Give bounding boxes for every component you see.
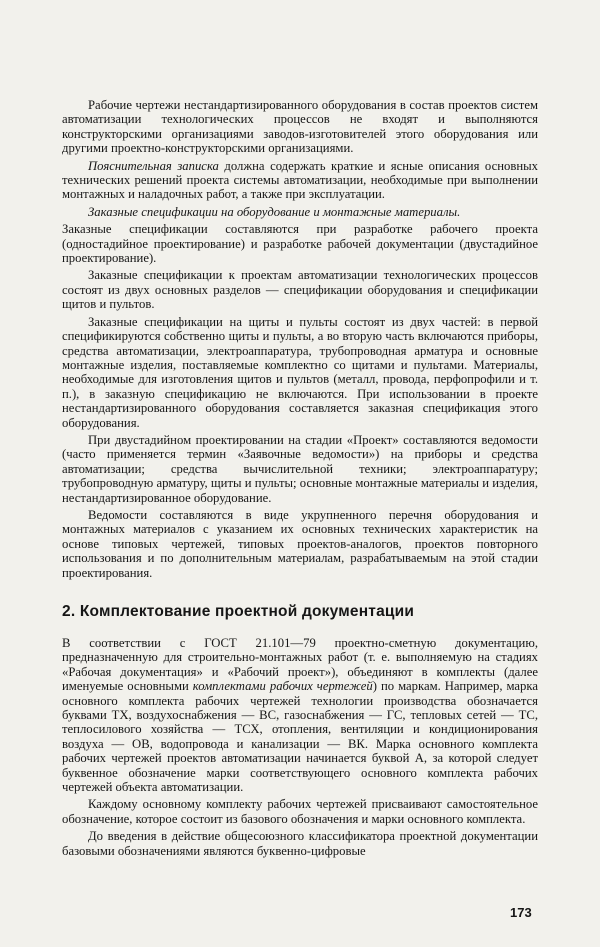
paragraph: Рабочие чертежи нестандартизированного оборудования в состав проектов систем автоматизации технологических процессов не входят и выполняются конструкторскими организациями заводов-изготовителей этого оборудования или другими проектно-конструкторскими организациями. [62,98,538,156]
paragraph: Ведомости составляются в виде укрупненного перечня оборудования и монтажных материалов с указанием их основных технических характеристик на основе типовых чертежей, типовых проектов-аналогов, проектов повторного использования и по дополнительным материалам, разрабатываемым на этой стадии проектирования. [62,507,538,580]
paragraph-text: должна содержать краткие и ясные описания основных технических решений проекта системы автоматизации, необходимые при выполнении монтажных и наладочных работ, а также при эксплуатации. [62,158,538,202]
paragraph: До введения в действие общесоюзного классификатора проектной документации базовыми обозначениями являются буквенно-цифровые [62,829,538,858]
section-2-body [62,636,538,861]
paragraph-heading: Заказные спецификации на оборудование и монтажные материалы. [88,204,461,219]
section-heading: 2. Комплектование проектной документации [62,603,415,620]
paragraph: При двустадийном проектировании на стадии «Проект» составляются ведомости (часто применяется термин «Заявочные ведомости») на приборы и средства автоматизации; средства вычислительной техники; электроаппаратуру; трубопроводную арматуру, щиты и пульты; основные монтажные материалы и изделия, нестандартизированное оборудование. [62,432,538,505]
paragraph [62,636,538,794]
page-number: 173 [510,905,532,920]
paragraph: Заказные спецификации на щиты и пульты состоят из двух частей: в первой спецификируются собственно щиты и пульты, а во вторую часть включаются приборы, средства автоматизации, электроаппаратура, трубопроводная арматура и основные монтажные изделия, поставляемые комплектно со щитами и пультами. Материалы, необходимые для изготовления щитов и пультов (металл, провода, перфопрофили и т. п.), в заказную спецификацию не включаются. При использовании в проекте нестандартизированного оборудования составляется заказная спецификация этого оборудования. [62,314,538,430]
term-working-drawing-sets: комплектами рабочих чертежей [192,679,373,694]
paragraph-text: В соответствии с ГОСТ 21.101—79 проектно-сметную документацию, предназначенную для строительно-монтажных работ (т. е. выполняемую на стадиях «Рабочая документация» и «Рабочий проект»), объединяют в комплекты (далее именуемые основными [62,636,538,694]
paragraph-text: ) по маркам. Например, марка основного комплекта рабочих чертежей технологии производства обозначается буквами ТХ, воздухоснабжения — ВС, газоснабжения — ГС, тепловых сетей — ТС, теплосилового хозяйства — ТСХ, отопления, вентиляции и кондиционирования воздуха — ОВ, водопровода и канализации — ВК. Марка основного комплекта рабочих чертежей проектов автоматизации начинается буквой А, за которой следует буквенное обозначение марки соответствующего основного комплекта рабочих чертежей объекта автоматизации. [62,679,539,795]
term-explanatory-note: Пояснительная записка [88,158,219,173]
paragraph [62,159,538,202]
paragraph: Заказные спецификации составляются при разработке рабочего проекта (одностадийное проектирование) и разработке рабочей документации (двустадийное проектирование). [62,222,538,266]
paragraph: Каждому основному комплекту рабочих чертежей присваивают самостоятельное обозначение, которое состоит из базового обозначения и марки основного комплекта. [62,797,538,826]
paragraph: Заказные спецификации к проектам автоматизации технологических процессов состоят из двух основных разделов — спецификации оборудования и спецификации щитов и пультов. [62,268,538,312]
section-1-body [62,98,538,583]
